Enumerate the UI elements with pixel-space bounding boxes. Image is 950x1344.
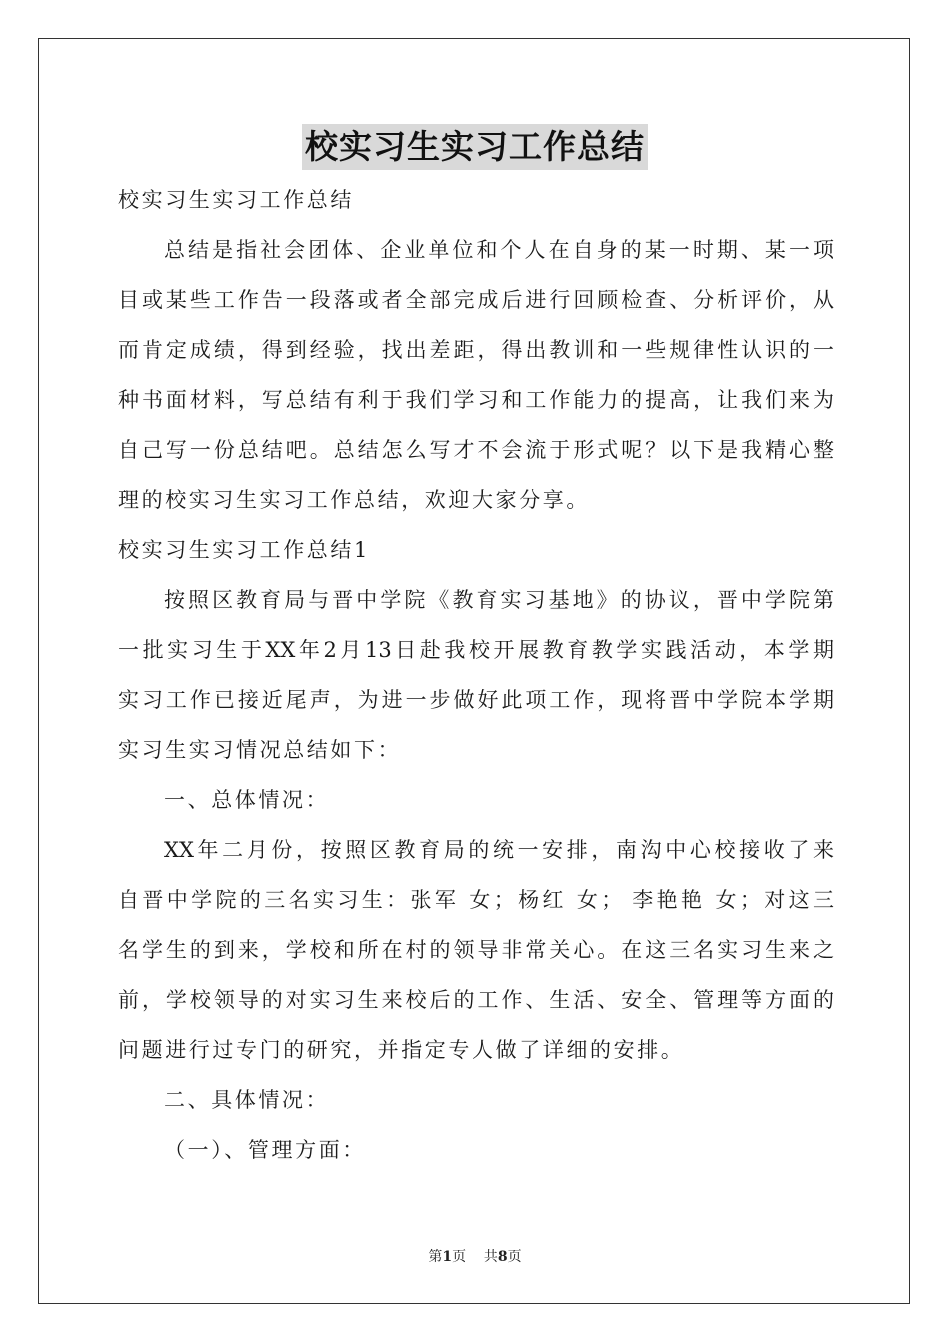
paragraph-line: XX年二月份，按照区教育局的统一安排，南沟中心校接收了来 [164,838,834,862]
title-container [0,124,950,170]
footer-page-mid: 页 共 [452,1249,498,1265]
paragraph-line: 自晋中学院的三名实习生：张军 女；杨红 女； 李艳艳 女；对这三 [118,888,834,912]
subtitle-line: 校实习生实习工作总结 [118,188,354,212]
paragraph-line: 按照区教育局与晋中学院《教育实习基地》的协议，晋中学院第 [164,588,834,612]
document-title: 校实习生实习工作总结 [302,124,648,170]
footer-page-current: 1 [442,1249,453,1265]
section-heading: 校实习生实习工作总结1 [118,538,370,562]
paragraph-line: 前，学校领导的对实习生来校后的工作、生活、安全、管理等方面的 [118,988,834,1012]
footer-page-suffix: 页 [507,1249,522,1265]
footer-page-prefix: 第 [428,1249,443,1265]
footer-page-total: 8 [497,1249,508,1265]
paragraph-line: 实习生实习情况总结如下： [118,738,402,762]
subsection-heading: （一）、管理方面： [164,1138,366,1162]
paragraph-line: 一批实习生于XX年2月13日赴我校开展教育教学实践活动，本学期 [118,638,834,662]
subsection-heading: 一、总体情况： [164,788,330,812]
paragraph-line: 实习工作已接近尾声，为进一步做好此项工作，现将晋中学院本学期 [118,688,834,712]
paragraph-line: 目或某些工作告一段落或者全部完成后进行回顾检查、分析评价，从 [118,288,834,312]
paragraph-line: 总结是指社会团体、企业单位和个人在自身的某一时期、某一项 [164,238,834,262]
paragraph-line: 种书面材料，写总结有利于我们学习和工作能力的提高，让我们来为 [118,388,834,412]
paragraph-line: 自己写一份总结吧。总结怎么写才不会流于形式呢？以下是我精心整 [118,438,834,462]
subsection-heading: 二、具体情况： [164,1088,330,1112]
paragraph-line: 而肯定成绩，得到经验，找出差距，得出教训和一些规律性认识的一 [118,338,834,362]
paragraph-line: 名学生的到来，学校和所在村的领导非常关心。在这三名实习生来之 [118,938,834,962]
paragraph-line: 理的校实习生实习工作总结，欢迎大家分享。 [118,488,590,512]
paragraph-line: 问题进行过专门的研究，并指定专人做了详细的安排。 [118,1038,685,1062]
page-footer [0,1246,950,1266]
